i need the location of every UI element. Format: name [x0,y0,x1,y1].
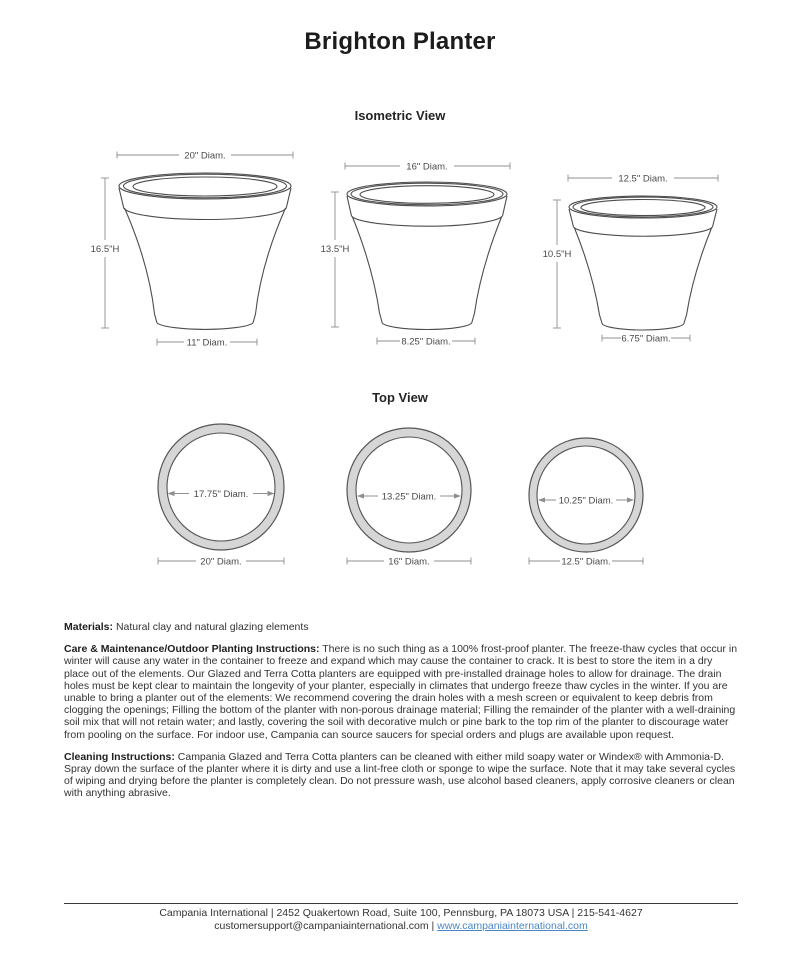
dim-label-top-diameter: 20" Diam. [184,150,226,162]
footer-contact-line: Campania International | 2452 Quakertown Road, Suite 100, Pennsburg, PA 18073 USA | 215-541-4627 [159,907,643,919]
dim-label-outer-diameter: 16" Diam. [388,556,430,568]
dim-label-height: 16.5"H [90,244,120,255]
dimension-top-diameter [117,151,293,162]
dimension-top-diameter [345,162,510,173]
dimension-height [91,178,120,328]
dimension-bottom-diameter [602,334,690,345]
materials-paragraph [64,621,738,633]
planter-medium-drawing [321,162,510,348]
care-paragraph [64,643,738,741]
dim-label-bottom-diameter: 8.25" Diam. [401,336,451,348]
dim-label-top-diameter: 12.5" Diam. [618,173,668,185]
footer-email: customersupport@campaniainternational.com [214,920,429,932]
footer-website-link[interactable]: www.campaniainternational.com [437,920,588,932]
dim-label-bottom-diameter: 11" Diam. [186,337,228,349]
care-label: Care & Maintenance/Outdoor Planting Instructions: [64,643,320,656]
footer-separator: | [428,920,438,932]
materials-text: Natural clay and natural glazing elements [115,621,309,633]
dim-label-outer-diameter: 12.5" Diam. [561,556,611,568]
top-view-drawing [0,415,800,575]
materials-label: Materials: [64,621,114,633]
dim-label-bottom-diameter: 6.75" Diam. [621,333,671,345]
planter-small-drawing [543,174,718,345]
isometric-drawing [0,145,800,355]
dimension-bottom-diameter [377,337,475,348]
dimension-height [543,200,572,328]
dimension-outer-diameter [347,557,471,568]
footer [64,903,738,933]
dimension-height [321,192,350,327]
footer-links-line [64,920,738,933]
dimension-outer-diameter [158,557,284,568]
dim-label-height: 10.5"H [542,249,572,260]
dimension-top-diameter [568,174,718,185]
cleaning-label: Cleaning Instructions: [64,750,175,763]
dimension-outer-diameter [529,557,643,568]
dim-label-height: 13.5"H [320,244,350,255]
topview-circle-medium [347,428,471,568]
dim-label-rim-diameter: 13.25" Diam. [381,491,437,503]
cleaning-text: Campania Glazed and Terra Cotta planters can be cleaned with either mild soapy water or Windex® with Ammonia-D. Spray down the surface of the planter where it is dirty and use a lint-free cloth or sponge to wipe the surface. Note that it may take several cycles of wiping and drying before the planter is completely clean. Do not pressure wash, use alcohol based cleaners, apply corrosive cleaners or clean with anything abrasive. [64,750,736,800]
planter-large-drawing [91,151,293,349]
isometric-view-heading: Isometric View [354,108,446,123]
dim-label-rim-diameter: 17.75" Diam. [193,489,249,500]
dim-label-top-diameter: 16" Diam. [406,161,448,173]
cleaning-paragraph [64,751,738,800]
page-title: Brighton Planter [304,28,496,55]
care-text: There is no such thing as a 100% frost-proof planter. The freeze-thaw cycles that occur in winter will cause any water in the container to freeze and expand which may cause the container to crack. It is best to store the item in a dry place out of the elements. Our Glazed and Terra Cotta planters are equipped with pre-installed drainage holes to allow for drainage. The drain holes must be kept clear to maintain the longevity of your planter, especially in climates that undergo freeze thaw cycles in the winter. If you are unable to bring a planter out of the elements: We recommend covering the drain holes with a mesh screen or equivalent to keep debris from clogging the openings; Filling the bottom of the planter with non-porous drainage material; Filling the remainder of the planter with a well-draining soil mix that will not retain water; and lastly, covering the soil with decorative mulch or pine bark to the top rim of the planter to discourage water from pooling on the surface. For indoor use, Campania can source saucers for special orders and plugs are available upon request. [64,643,738,741]
dim-label-rim-diameter: 10.25" Diam. [558,495,614,507]
topview-circle-small [529,438,643,568]
dim-label-outer-diameter: 20" Diam. [200,556,242,568]
product-details [64,621,738,810]
dimension-bottom-diameter [157,338,257,349]
top-view-heading: Top View [372,390,428,405]
topview-circle-large [158,424,284,568]
